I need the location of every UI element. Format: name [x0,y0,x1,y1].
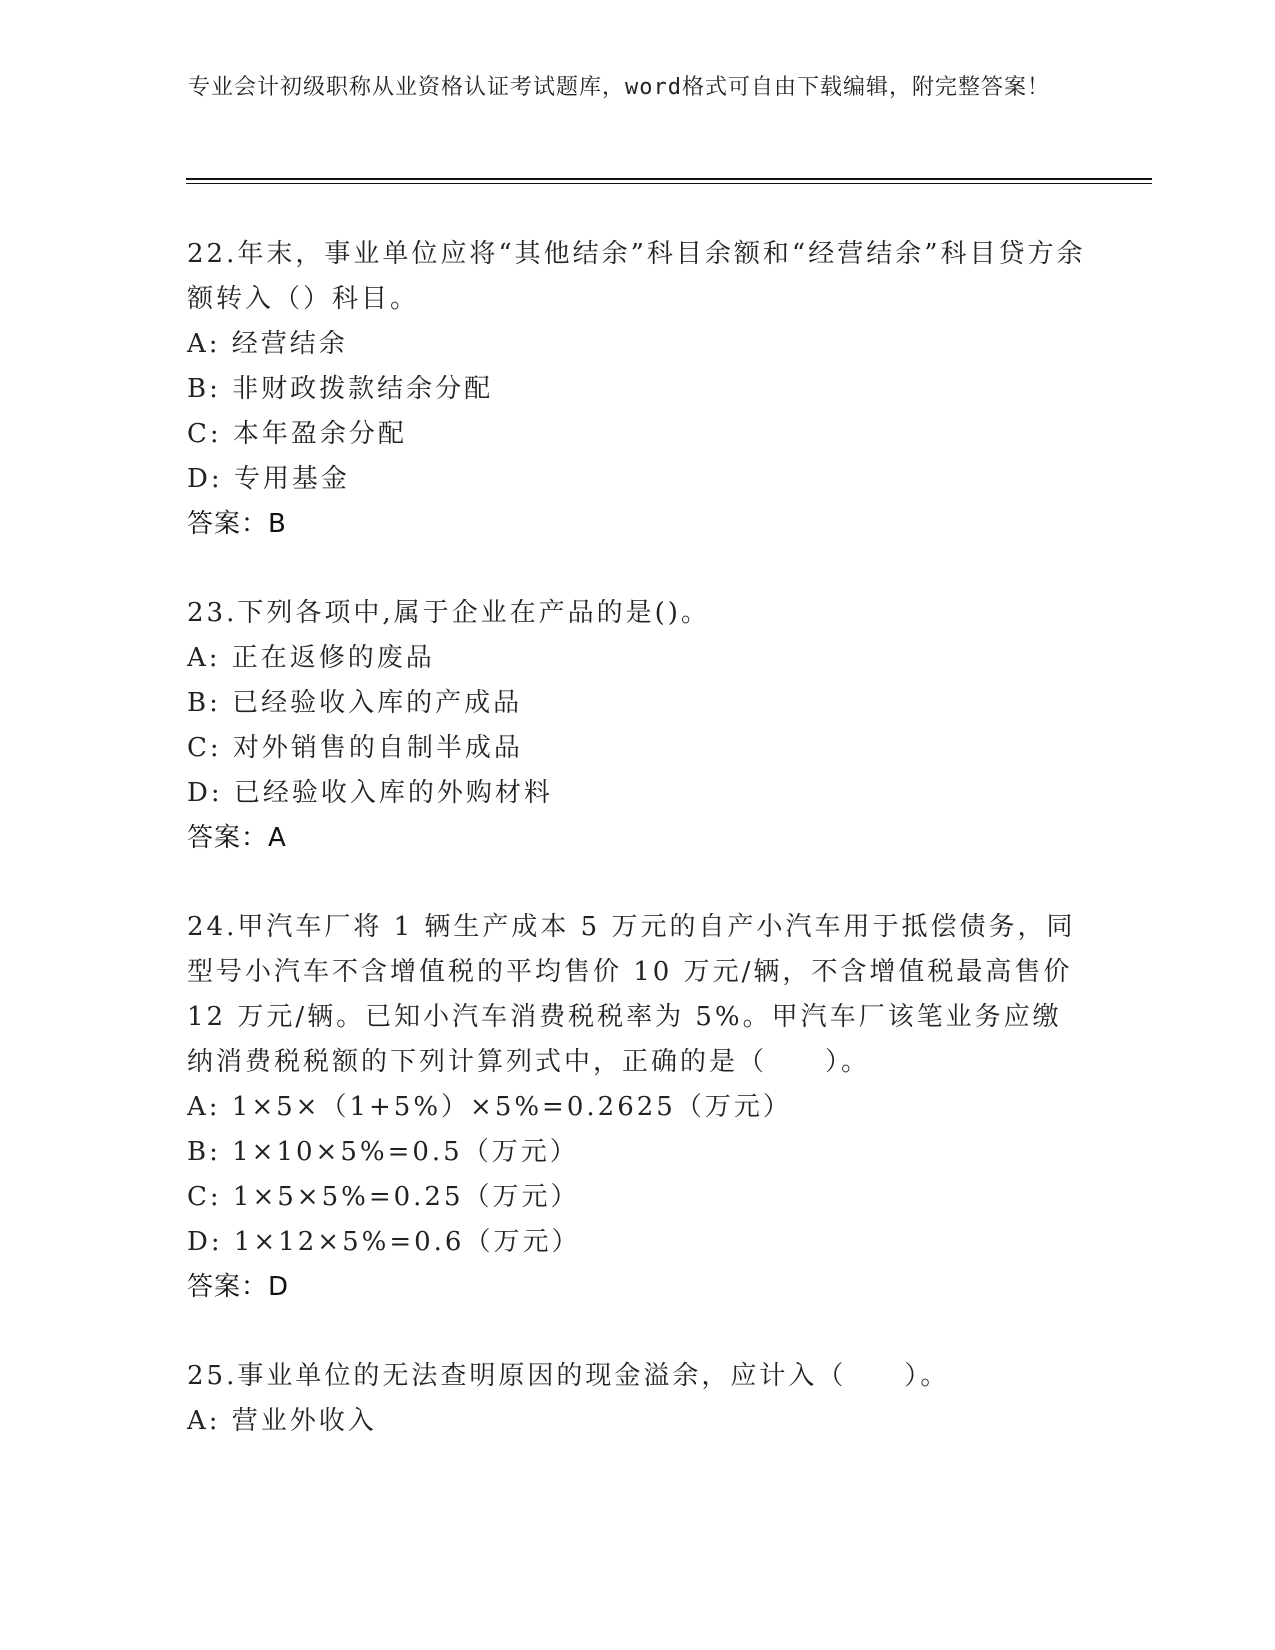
question-23 [187,591,1087,861]
header-divider-thick [186,178,1152,180]
option-b: B: 已经验收入库的产成品 [187,688,523,718]
question-22 [187,232,1087,547]
question-list [187,232,1087,1488]
option-d: D: 1×12×5%=0.6（万元） [187,1227,581,1257]
question-stem: 23.下列各项中,属于企业在产品的是()。 [187,598,710,628]
header-divider-thin [186,183,1152,184]
question-stem: 25.事业单位的无法查明原因的现金溢余，应计入（ ）。 [187,1361,950,1391]
option-a: A: 营业外收入 [187,1406,377,1436]
answer-line: 答案：B [187,509,287,539]
option-a: A: 正在返修的废品 [187,643,435,673]
option-b: B: 1×10×5%=0.5（万元） [187,1137,579,1167]
option-d: D: 专用基金 [187,464,350,494]
question-24 [187,905,1087,1310]
option-a: A: 1×5×（1+5%）×5%=0.2625（万元） [187,1092,792,1122]
question-stem: 24.甲汽车厂将 1 辆生产成本 5 万元的自产小汽车用于抵偿债务，同型号小汽车不含增值税的平均售价 10 万元/辆，不含增值税最高售价 12 万元/辆。已知小汽车消费税税率为 5%。甲汽车厂该笔业务应缴纳消费税税额的下列计算列式中，正确的是（ ）。 [187,912,1076,1077]
option-c: C: 本年盈余分配 [187,419,407,449]
option-c: C: 对外销售的自制半成品 [187,733,523,763]
answer-line: 答案：D [187,1272,290,1302]
option-c: C: 1×5×5%=0.25（万元） [187,1182,580,1212]
question-stem: 22.年末，事业单位应将“其他结余”科目余额和“经营结余”科目贷方余额转入（）科目。 [187,239,1086,314]
option-b: B: 非财政拨款结余分配 [187,374,494,404]
question-25 [187,1354,1087,1444]
document-header: 专业会计初级职称从业资格认证考试题库，word格式可自由下载编辑，附完整答案！ [188,75,1050,100]
option-d: D: 已经验收入库的外购材料 [187,778,553,808]
option-a: A: 经营结余 [187,329,348,359]
answer-line: 答案：A [187,823,287,853]
